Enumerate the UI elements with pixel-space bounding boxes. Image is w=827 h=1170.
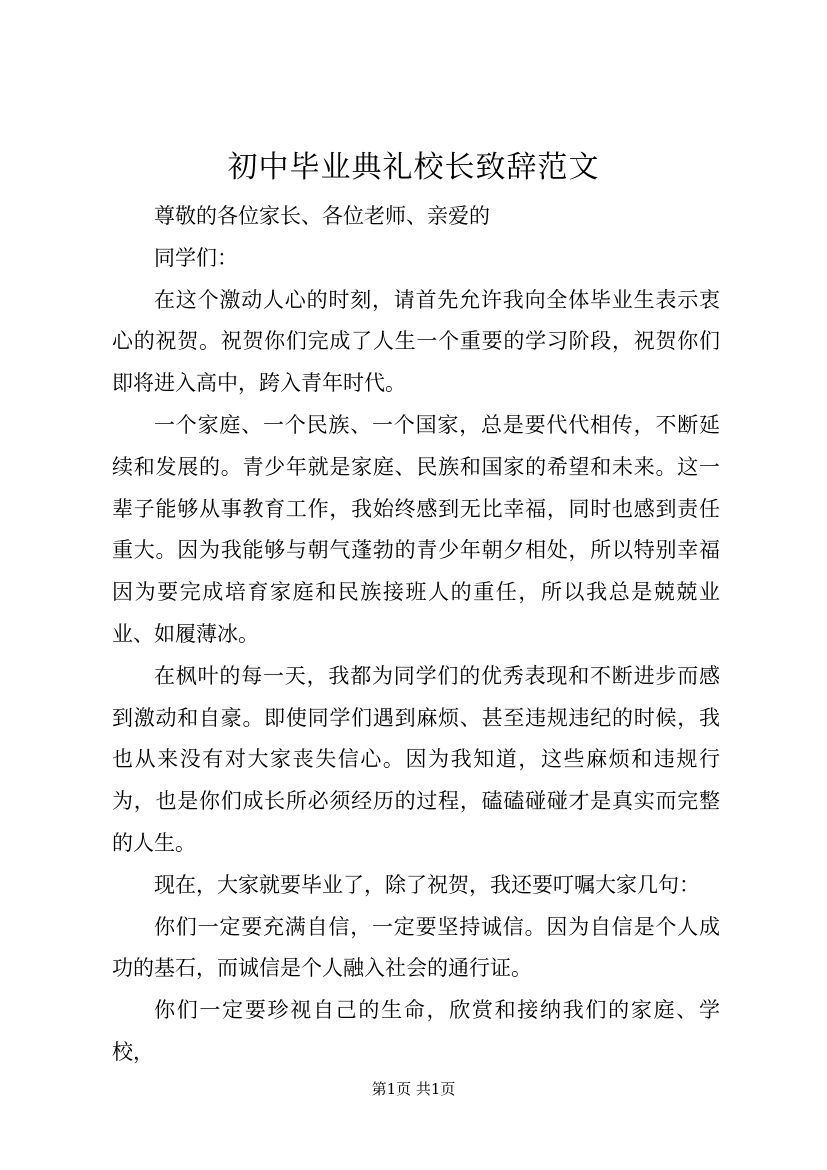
- paragraph: 一个家庭、一个民族、一个国家，总是要代代相传，不断延续和发展的。青少年就是家庭、民族和国家的希望和未来。这一辈子能够从事教育工作，我始终感到无比幸福，同时也感到责任重大。因为我能够与朝气蓬勃的青少年朝夕相处，所以特别幸福因为要完成培育家庭和民族接班人的重任，所以我总是兢兢业业、如履薄冰。: [112, 412, 720, 646]
- paragraph: 在这个激动人心的时刻，请首先允许我向全体毕业生表示衷心的祝贺。祝贺你们完成了人生一个重要的学习阶段，祝贺你们即将进入高中，跨入青年时代。: [112, 287, 720, 396]
- paragraph-salutation: 尊敬的各位家长、各位老师、亲爱的: [154, 204, 490, 228]
- paragraph: 现在，大家就要毕业了，除了祝贺，我还要叮嘱大家几句：: [154, 872, 700, 897]
- paragraph: 你们一定要珍视自己的生命，欣赏和接纳我们的家庭、学校，: [112, 998, 720, 1064]
- page-footer: 第1页 共1页: [371, 1080, 456, 1098]
- paragraph: 在枫叶的每一天，我都为同学们的优秀表现和不断进步而感到激动和自豪。即使同学们遇到麻烦、甚至违规违纪的时候，我也从来没有对大家丧失信心。因为我知道，这些麻烦和违规行为，也是你们成长所必须经历的过程，磕磕碰碰才是真实而完整的人生。: [112, 663, 720, 855]
- document-body: [112, 196, 720, 1074]
- paragraph: 你们一定要充满自信，一定要坚持诚信。因为自信是个人成功的基石，而诚信是个人融入社会的通行证。: [112, 914, 720, 981]
- paragraph-salutation-cont: 同学们：: [154, 245, 238, 270]
- document-title: 初中毕业典礼校长致辞范文: [227, 150, 600, 185]
